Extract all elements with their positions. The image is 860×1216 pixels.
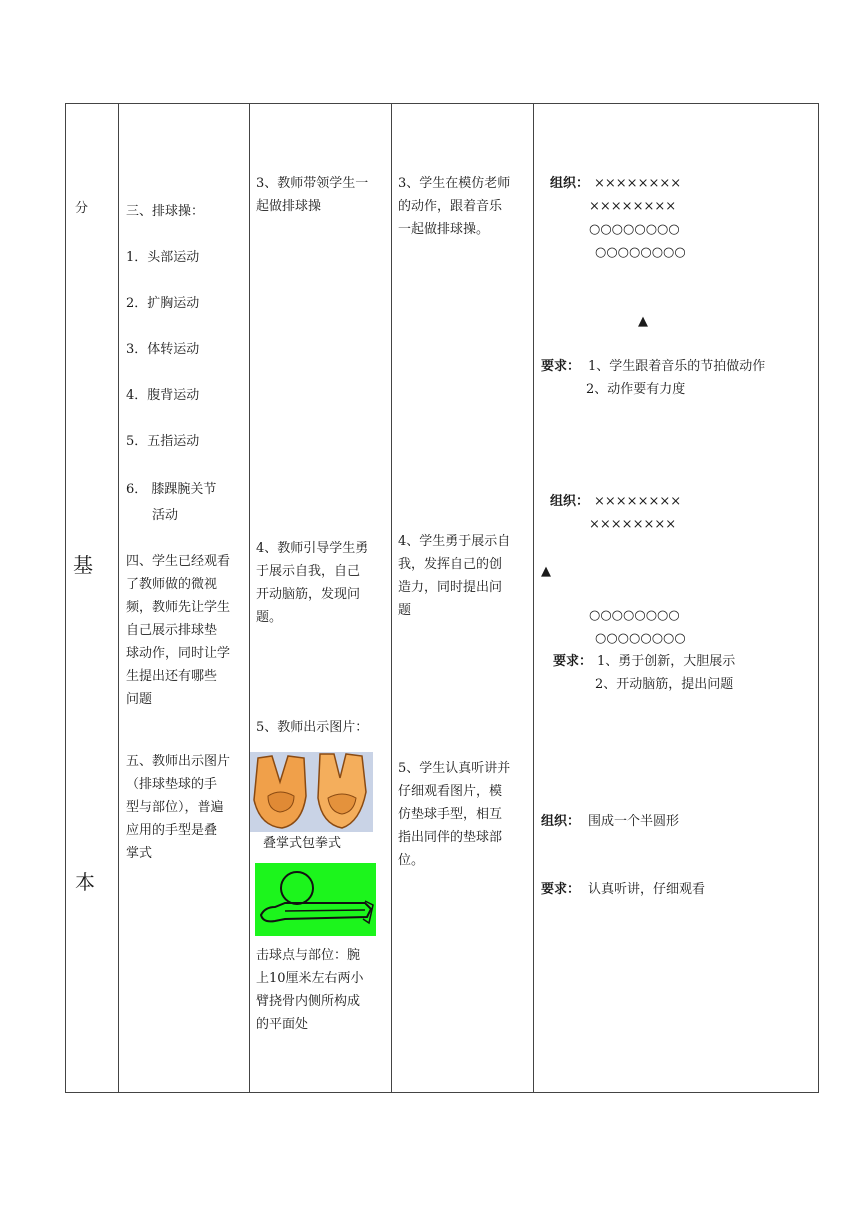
formation-row: ○○○○○○○○ bbox=[589, 608, 680, 623]
org-label: 组织： bbox=[550, 176, 590, 191]
hands-illustration-icon bbox=[250, 752, 373, 832]
teacher-step-3: 3、教师带领学生一 起做排球操 bbox=[256, 176, 369, 214]
section-four-text: 四、学生已经观看 了教师做的微视 频，教师先让学生 自己展示排球垫 球动作，同时让学 生提出还有哪些 问题 bbox=[126, 554, 231, 707]
image-caption: 叠掌式包拳式 bbox=[263, 836, 342, 851]
req-label: 要求： bbox=[553, 654, 593, 669]
formation-row: ×××××××× bbox=[594, 494, 682, 509]
teacher-step-5: 5、教师出示图片： bbox=[256, 720, 369, 735]
teacher-triangle-icon: ▲ bbox=[638, 314, 648, 329]
col-divider bbox=[118, 104, 119, 1092]
side-char-ji: 基 bbox=[73, 553, 93, 577]
requirement-text: 1、学生跟着音乐的节拍做动作 bbox=[588, 359, 766, 374]
list-item: 1．头部运动 bbox=[126, 250, 200, 265]
side-char-fen: 分 bbox=[75, 201, 89, 216]
organization-text: 围成一个半圆形 bbox=[588, 814, 680, 829]
org-label: 组织： bbox=[541, 814, 581, 829]
list-item: 6． 膝踝腕关节 bbox=[126, 482, 217, 497]
requirement-text: 2、动作要有力度 bbox=[586, 382, 686, 397]
req-label: 要求： bbox=[541, 359, 581, 374]
formation-row: ○○○○○○○○ bbox=[595, 245, 686, 260]
teacher-triangle-icon: ▲ bbox=[541, 564, 551, 579]
formation-row: ○○○○○○○○ bbox=[589, 222, 680, 237]
student-step-4: 4、学生勇于展示自 我，发挥自己的创 造力，同时提出问 题 bbox=[398, 534, 511, 618]
list-item: 5．五指运动 bbox=[126, 434, 200, 449]
teacher-step-4: 4、教师引导学生勇 于展示自我，自己 开动脑筋，发现问 题。 bbox=[256, 541, 369, 625]
formation-row: ×××××××× bbox=[594, 176, 682, 191]
list-item: 4．腹背运动 bbox=[126, 388, 200, 403]
hit-point-image bbox=[255, 863, 376, 936]
list-item: 2．扩胸运动 bbox=[126, 296, 200, 311]
student-step-5: 5、学生认真听讲并 仔细观看图片，模 仿垫球手型，相互 指出同伴的垫球部 位。 bbox=[398, 761, 511, 868]
forearm-ball-illustration-icon bbox=[255, 863, 376, 936]
list-item: 3．体转运动 bbox=[126, 342, 200, 357]
requirement-text: 1、勇于创新，大胆展示 bbox=[597, 654, 736, 669]
side-char-ben: 本 bbox=[75, 870, 95, 894]
col-divider bbox=[533, 104, 534, 1092]
section-heading: 三、排球操： bbox=[126, 204, 205, 219]
hit-point-text: 击球点与部位：腕 上10厘米左右两小 臂挠骨内侧所构成 的平面处 bbox=[256, 948, 364, 1032]
req-label: 要求： bbox=[541, 882, 581, 897]
col-divider bbox=[249, 104, 250, 1092]
formation-row: ×××××××× bbox=[589, 199, 677, 214]
student-step-3: 3、学生在模仿老师 的动作，跟着音乐 一起做排球操。 bbox=[398, 176, 511, 237]
hand-shape-image bbox=[250, 752, 373, 832]
requirement-text: 2、开动脑筋，提出问题 bbox=[595, 677, 734, 692]
requirement-text: 认真听讲，仔细观看 bbox=[588, 882, 706, 897]
formation-row: ×××××××× bbox=[589, 517, 677, 532]
formation-row: ○○○○○○○○ bbox=[595, 631, 686, 646]
section-five-text: 五、教师出示图片 （排球垫球的手 型与部位），普遍 应用的手型是叠 掌式 bbox=[126, 754, 231, 861]
org-label: 组织： bbox=[550, 494, 590, 509]
list-item-cont: 活动 bbox=[152, 508, 179, 523]
col-divider bbox=[391, 104, 392, 1092]
